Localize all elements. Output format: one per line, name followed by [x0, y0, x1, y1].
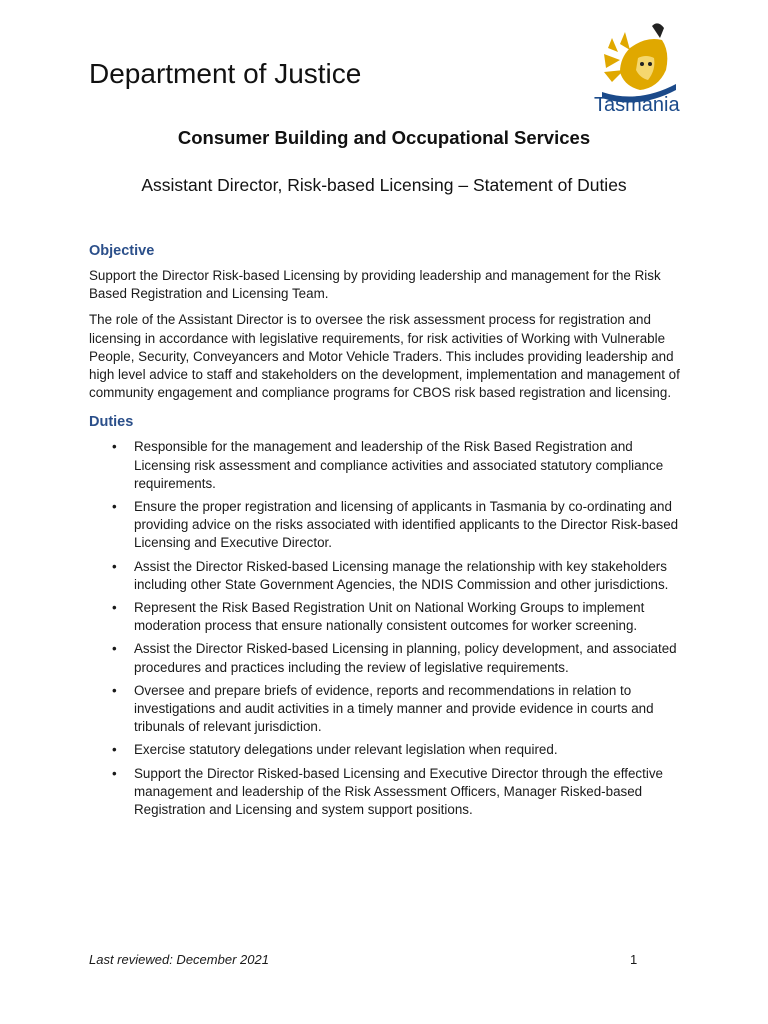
bullet-icon: • — [112, 558, 117, 574]
department-title: Department of Justice — [89, 58, 362, 89]
list-item-text: Exercise statutory delegations under relevant legislation when required. — [134, 742, 558, 758]
list-item-text: Responsible for the management and leadership of the Risk Based Registration and Licensing risk assessment and compliance activities and associated statutory compliance requirements. — [134, 439, 664, 491]
page-number: 1 — [630, 952, 638, 967]
list-item — [89, 640, 681, 676]
bullet-icon: • — [112, 682, 117, 698]
list-item-text: Support the Director Risked-based Licensing and Executive Director through the effective management and leadership of the Risk Assessment Officers, Manager Risked-based Registration and Licensing and system support positions. — [134, 765, 663, 818]
list-item-text: Oversee and prepare briefs of evidence, reports and recommendations in relation to investigations and audit activities in a timely manner and provide evidence in courts and tribunals of relevant jurisdiction. — [134, 682, 654, 735]
list-item-text: Represent the Risk Based Registration Unit on National Working Groups to implement moderation process that ensure nationally consistent outcomes for worker screening. — [134, 600, 645, 634]
objective-paragraph: The role of the Assistant Director is to oversee the risk assessment process for registration and licensing in accordance with legislative requirements, for risk activities of Working with Vulnerable People, Security, Conveyancers and Motor Vehicle Traders. This includes providing leadership and high level advice to staff and stakeholders on the development, implementation and management of community engagement and compliance programs for CBOS risk based registration and licensing. — [89, 312, 680, 401]
objective-heading: Objective — [89, 243, 155, 259]
objective-paragraph: Support the Director Risk-based Licensing by providing leadership and management for the Risk Based Registration and Licensing Team. — [89, 268, 661, 302]
list-item-text: Ensure the proper registration and licensing of applicants in Tasmania by co-ordinating and providing advice on the risks associated with identified applicants to the Director Risk-based Licensing and Executive Director. — [134, 499, 679, 551]
division-title: Consumer Building and Occupational Services — [177, 127, 591, 148]
bullet-icon: • — [112, 600, 117, 616]
duties-heading: Duties — [89, 414, 134, 431]
list-item-text: Assist the Director Risked-based Licensing in planning, policy development, and associated procedures and practices including the review of legislative requirements. — [134, 641, 677, 675]
bullet-icon: • — [112, 641, 117, 657]
last-reviewed-footer: Last reviewed: December 2021 — [89, 952, 269, 967]
list-item — [89, 765, 681, 820]
list-item — [89, 558, 681, 594]
list-item-text: Assist the Director Risked-based Licensing manage the relationship with key stakeholders including other State Government Agencies, the NDIS Commission and other jurisdictions. — [134, 558, 669, 592]
bullet-icon: • — [112, 439, 117, 455]
document-subtitle: Assistant Director, Risk-based Licensing – Statement of Duties — [141, 175, 627, 195]
logo-wordmark: Tasmania — [594, 94, 680, 116]
document-body — [89, 243, 681, 824]
duties-list — [89, 438, 681, 819]
bullet-icon: • — [112, 499, 117, 515]
list-item — [89, 599, 681, 635]
list-item — [89, 498, 681, 553]
list-item — [89, 438, 681, 493]
bullet-icon: • — [112, 765, 117, 781]
list-item — [89, 682, 681, 737]
list-item — [89, 741, 681, 759]
bullet-icon: • — [112, 742, 117, 758]
